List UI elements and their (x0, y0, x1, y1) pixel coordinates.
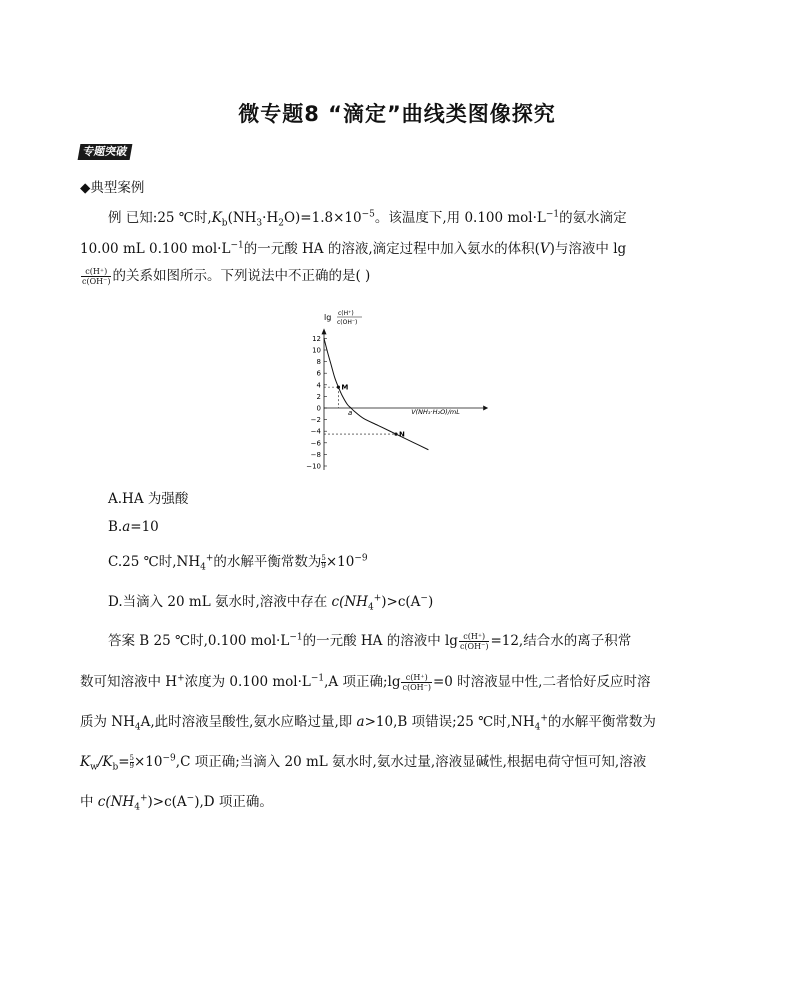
answer-line-1: 答案 B 25 ℃时,0.100 $mol\cdot L^{-1}$的一元酸 HA 的溶液中 lg $\frac{c(H^+)}{c(OH^-)}$ =12,结合水的离子积常 (108, 632, 632, 651)
option-d: D.当滴入 20 mL 氨水时,溶液中存在 $c(NH_4^+)>c(A^-)$ (108, 593, 434, 613)
y-axis-arrow (322, 328, 327, 334)
point-n-label: N (399, 430, 405, 439)
x-intercept-label: a (348, 409, 353, 417)
question-line-1: 例 已知:25 ℃时$,K_b(NH_3\cdot H_2O)=1.8\times 10^{-5}$。该温度下,用 0.100 $mol\cdot L^{-1}$的氨水滴定 (108, 209, 627, 229)
y-tick-label: 8 (316, 358, 321, 367)
answer-line-4: $K_w/K_b=$ $\frac{5}{9}\times 10^{-9},C$ 项正确;当滴入 20 mL 氨水时,氨水过量,溶液显碱性,根据电荷守恒可知,溶液 (80, 753, 647, 773)
y-tick-label: 12 (312, 334, 321, 343)
point-m-marker (337, 386, 340, 389)
y-axis-label-denominator: c(OH⁻) (337, 319, 358, 326)
option-c: C.25 ℃时$,NH_4^+$的水解平衡常数为 $\frac{5}{9}\times 10^{-9}$ (108, 553, 368, 573)
y-tick-label: 10 (312, 346, 321, 355)
section-heading: ◆典型案例 (80, 180, 145, 196)
y-tick-label: 0 (316, 404, 321, 413)
answer-line-2: 数可知溶液中 H+浓度为 0.100 $mol\cdot L^{-1},A$ 项正确;lg $\frac{c(H^+)}{c(OH^-)}$ =0 时溶液显中性,二者恰好反应时溶 (80, 673, 651, 692)
y-tick-label: 4 (316, 381, 321, 390)
y-tick-label: 6 (316, 369, 321, 378)
option-a: A.HA 为强酸 (108, 491, 189, 507)
option-c-fraction: $\frac{5}{9}$ (321, 554, 326, 570)
y-axis-label-numerator: c(H⁺) (338, 310, 354, 317)
y-tick-label: −10 (306, 462, 321, 471)
titration-chart (300, 305, 500, 480)
x-axis-label: V(NH₃·H₂O)/mL (411, 408, 460, 416)
y-tick-label: −4 (310, 427, 321, 436)
question-line-2: 10.00 mL 0.100 $mol\cdot L^{-1}$的一元酸 HA 的溶液,滴定过程中加入氨水的体积(V)与溶液中 lg (80, 240, 627, 257)
option-b: B.a=10 (108, 519, 159, 535)
y-tick-label: 2 (316, 392, 321, 401)
section-badge: 专题突破 (78, 144, 133, 160)
x-axis-arrow (483, 406, 488, 411)
answer-line-3: 质为 $NH_4A$,此时溶液呈酸性,氨水应略过量,即 a>10,B 项错误;25 ℃时$,NH_4^+$的水解平衡常数为 (80, 713, 656, 733)
y-tick-label: −6 (310, 439, 321, 448)
question-line-3: $\frac{c(H^+)}{c(OH^-)}$ 的关系如图所示。下列说法中不正确的是( ) (82, 267, 371, 286)
ratio-fraction: $\frac{c(H^+)}{c(OH^-)}$ (82, 267, 111, 286)
answer-line-5: 中 $c(NH_4^+)>c(A^-),D$ 项正确。 (80, 793, 273, 813)
y-tick-label: −8 (310, 450, 321, 459)
y-tick-label: −2 (310, 416, 321, 425)
page-title: 微专题8 “滴定”曲线类图像探究 (238, 102, 556, 126)
point-m-label: M (341, 383, 349, 392)
point-n-marker (394, 433, 397, 436)
y-axis-label (324, 310, 362, 326)
titration-curve (324, 338, 428, 449)
y-axis-label-lg: lg (324, 313, 332, 322)
